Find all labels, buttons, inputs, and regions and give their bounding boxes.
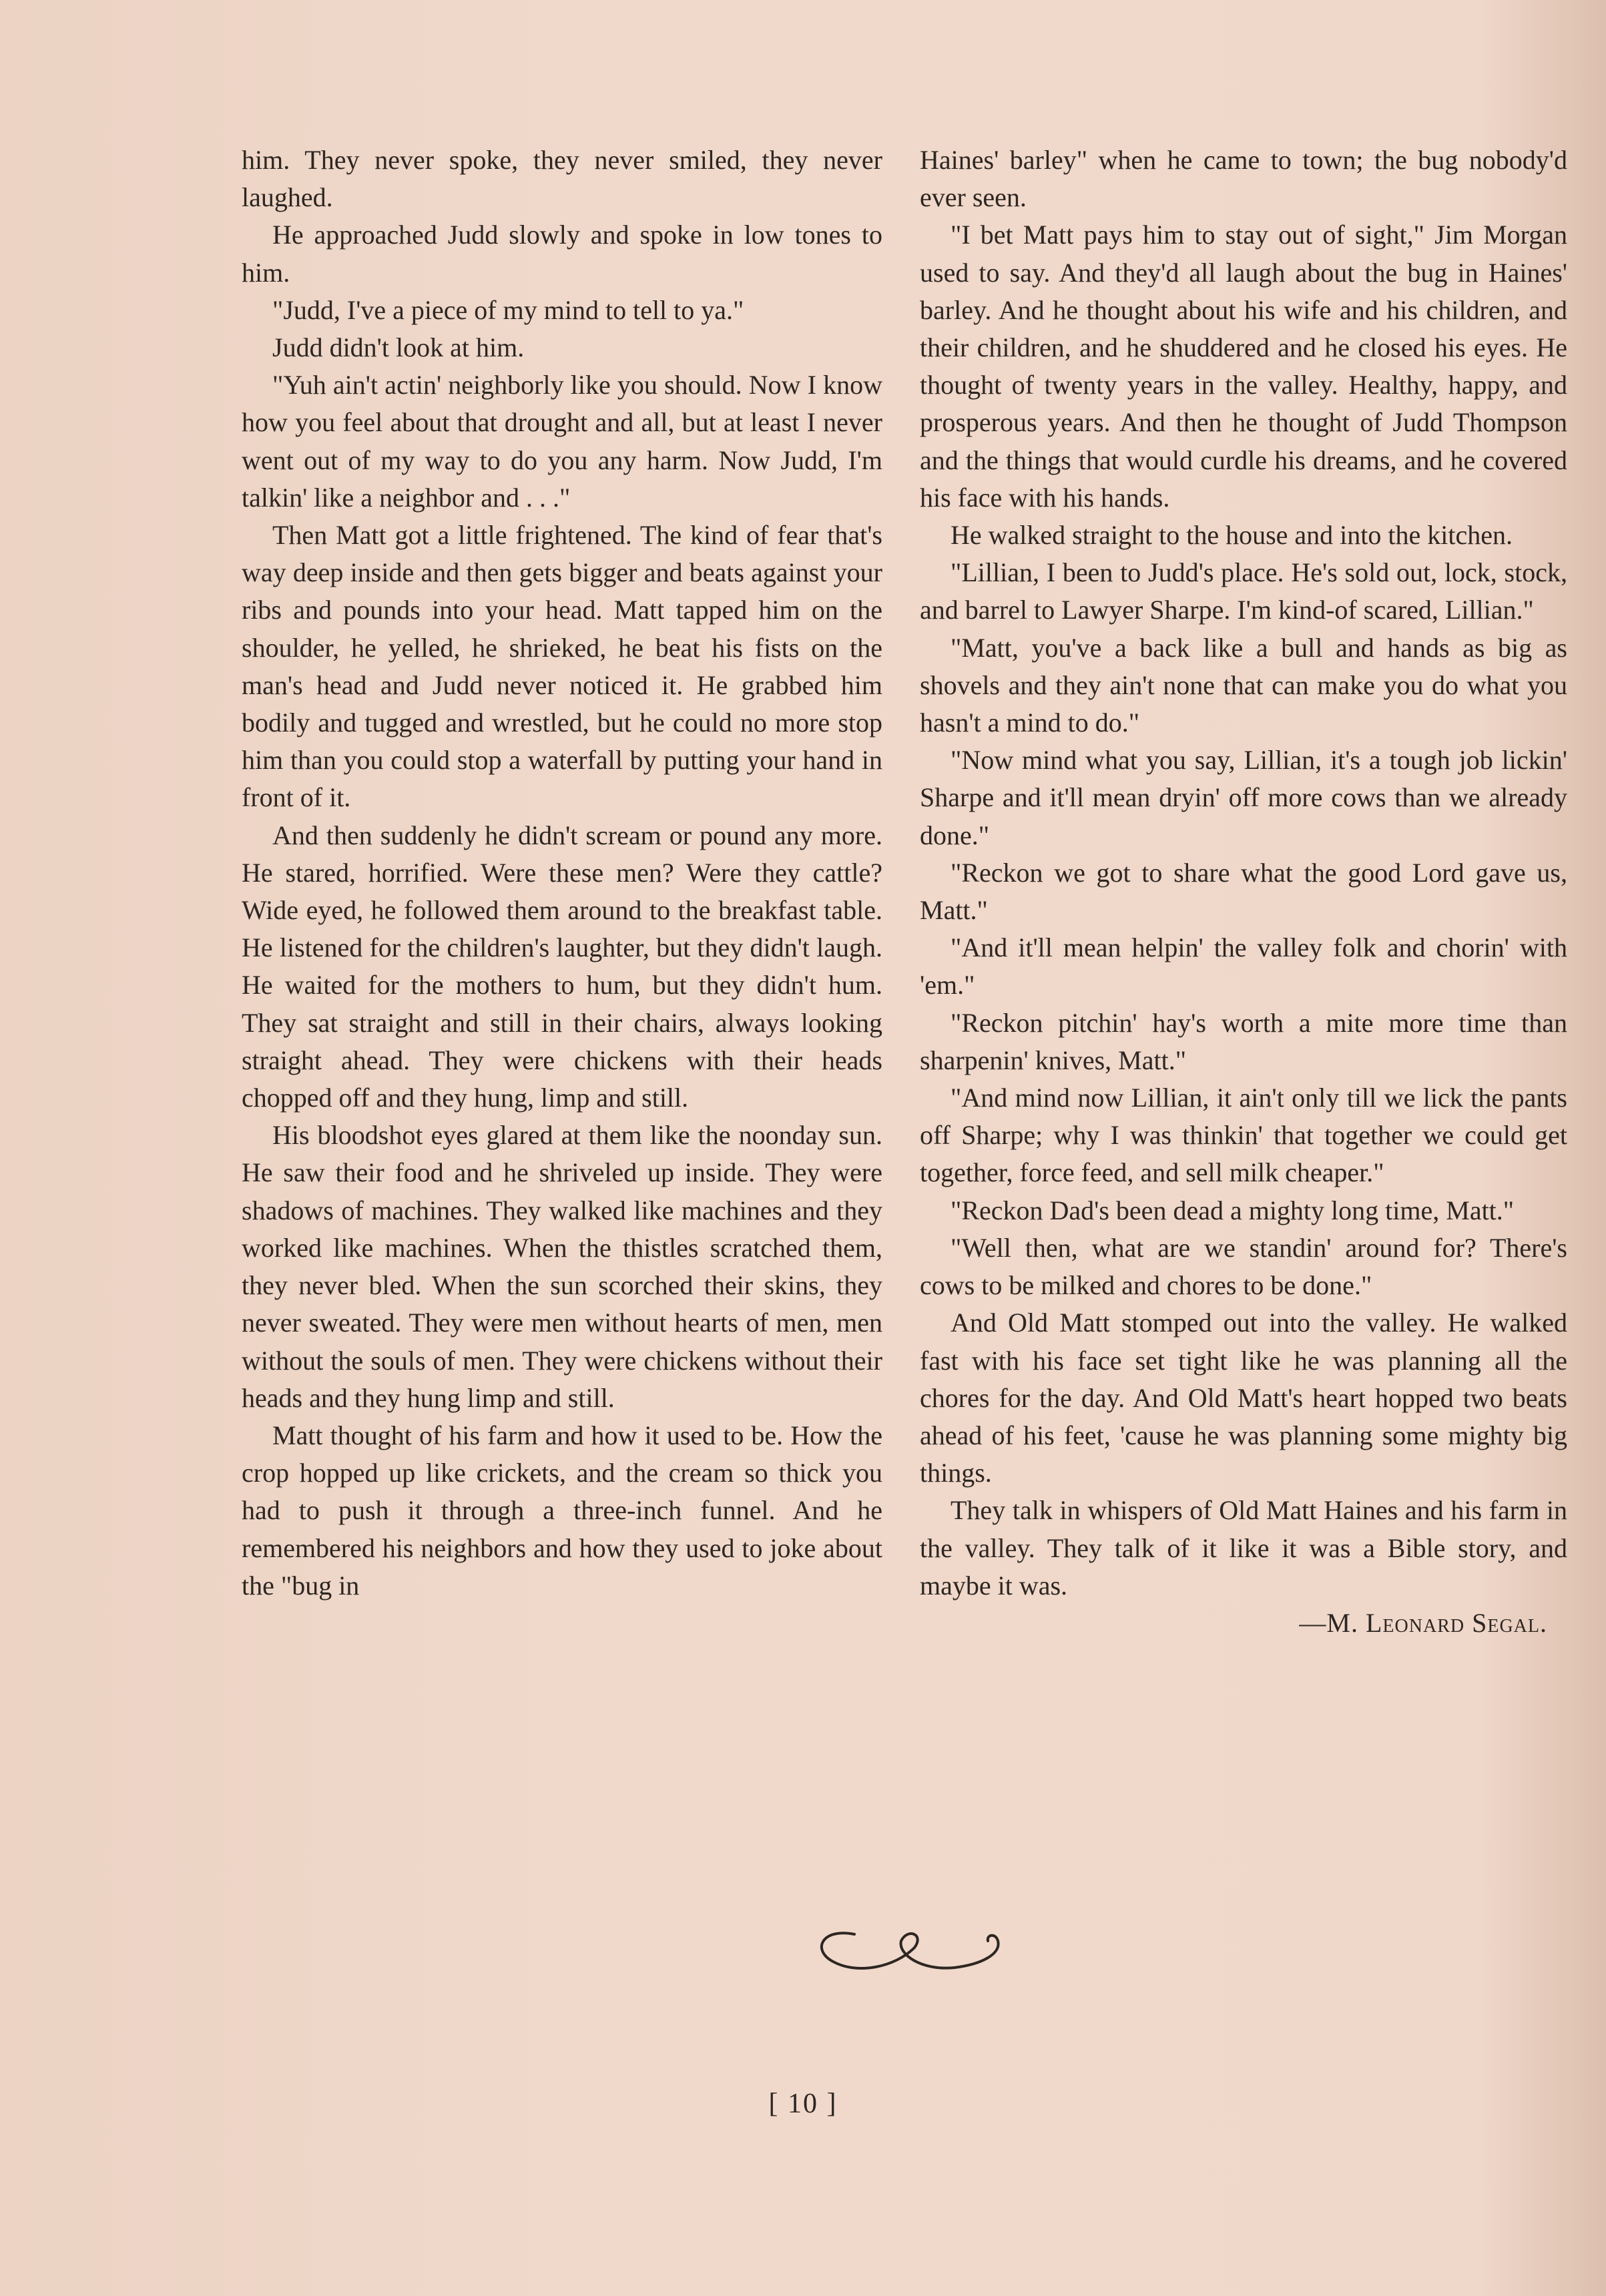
signature-dash: —M. xyxy=(1299,1607,1366,1638)
paragraph: "Now mind what you say, Lillian, it's a tough job lickin' Sharpe and it'll mean dryin' off more cows than we already done." xyxy=(920,745,1567,850)
paragraph: "And mind now Lillian, it ain't only till we lick the pants off Sharpe; why I was thinkin' that together we could get together, force feed, and sell milk cheaper." xyxy=(920,1083,1567,1188)
right-column xyxy=(920,141,1567,1642)
paragraph: "And it'll mean helpin' the valley folk and chorin' with 'em." xyxy=(920,932,1567,1000)
paragraph: "Lillian, I been to Judd's place. He's sold out, lock, stock, and barrel to Lawyer Sharpe. I'm kind-of scared, Lillian." xyxy=(920,557,1567,625)
paragraph: Then Matt got a little frightened. The kind of fear that's way deep inside and then gets bigger and beats against your ribs and pounds into your head. Matt tapped him on the shoulder, he yelled, he shrieked, he beat his fists on the man's head and Judd never noticed it. He grabbed him bodily and tugged and wrestled, but he could no more stop him than you could stop a waterfall by putting your hand in front of it. xyxy=(242,520,882,813)
paragraph: His bloodshot eyes glared at them like the noonday sun. He saw their food and he shriveled up inside. They were shadows of machines. They walked like machines and they worked like machines. When the thistles scratched them, they never bled. When the sun scorched their skins, they never sweated. They were men without hearts of men, men without the souls of men. They were chickens without their heads and they hung limp and still. xyxy=(242,1120,882,1413)
paragraph: He approached Judd slowly and spoke in low tones to him. xyxy=(242,220,882,288)
paragraph: They talk in whispers of Old Matt Haines and his farm in the valley. They talk of it like it was a Bible story, and maybe it was. xyxy=(920,1495,1567,1601)
paragraph: him. They never spoke, they never smiled, they never laughed. xyxy=(242,145,882,213)
paragraph: "Reckon pitchin' hay's worth a mite more time than sharpenin' knives, Matt." xyxy=(920,1007,1567,1075)
paragraph: And Old Matt stomped out into the valley. He walked fast with his face set tight like he was planning all the chores for the day. And Old Matt's heart hopped two beats ahead of his feet, 'cause he was planning some mighty big things. xyxy=(920,1308,1567,1488)
paragraph: "Reckon Dad's been dead a mighty long time, Matt." xyxy=(951,1195,1515,1225)
paragraph: "Yuh ain't actin' neighborly like you should. Now I know how you feel about that drought and all, but at least I never went out of my way to do you any harm. Now Judd, I'm talkin' like a neighbor and . . ." xyxy=(242,370,882,513)
paragraph: "Reckon we got to share what the good Lord gave us, Matt." xyxy=(920,857,1567,926)
paragraph: "I bet Matt pays him to stay out of sight," Jim Morgan used to say. And they'd all laugh about the bug in Haines' barley. And he thought about his wife and his children, and their children, and he shuddered and he closed his eyes. He thought of twenty years in the valley. Healthy, happy, and prosperous years. And then he thought of Judd Thompson and the things that would curdle his dreams, and he covered his face with his hands. xyxy=(920,220,1567,513)
author-signature xyxy=(920,1605,1567,1642)
paragraph: He walked straight to the house and into the kitchen. xyxy=(951,520,1513,551)
paragraph: And then suddenly he didn't scream or pound any more. He stared, horrified. Were these men? Were they cattle? Wide eyed, he followed them around to the breakfast table. He listened for the children's laughter, but they didn't laugh. He waited for the mothers to hum, but they didn't hum. They sat straight and still in their chairs, always looking straight ahead. They were chickens with their heads chopped off and they hung, limp and still. xyxy=(242,820,882,1113)
left-column xyxy=(242,141,882,1605)
paragraph: "Matt, you've a back like a bull and hands as big as shovels and they ain't none that can make you do what you hasn't a mind to do." xyxy=(920,632,1567,738)
paragraph: Matt thought of his farm and how it used to be. How the crop hopped up like crickets, and the cream so thick you had to push it through a three-inch funnel. And he remembered his neighbors and how they used to joke about the "bug in xyxy=(242,1420,882,1601)
paragraph: Judd didn't look at him. xyxy=(272,332,525,363)
ornament-flourish-icon xyxy=(808,1921,1021,1981)
signature-name: Leonard Segal. xyxy=(1366,1607,1547,1638)
paragraph: "Well then, what are we standin' around for? There's cows to be milked and chores to be done." xyxy=(920,1232,1567,1301)
paragraph: "Judd, I've a piece of my mind to tell to ya." xyxy=(272,294,744,325)
paragraph: Haines' barley" when he came to town; the bug nobody'd ever seen. xyxy=(920,145,1567,213)
page-number: [ 10 ] xyxy=(768,2088,838,2119)
